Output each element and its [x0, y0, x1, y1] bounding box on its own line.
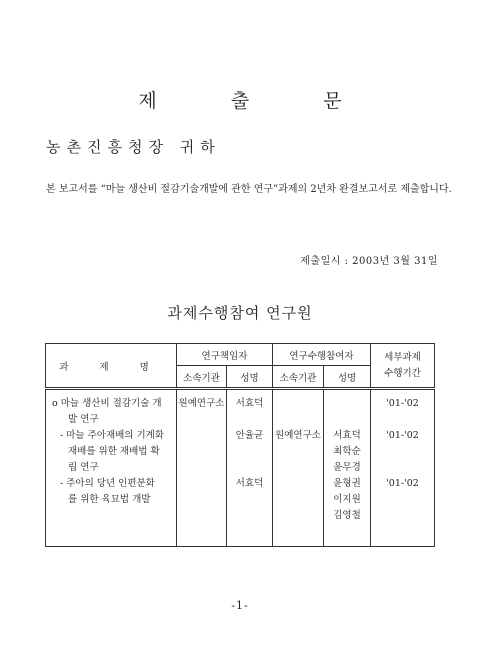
participant-affiliation	[273, 412, 323, 428]
period	[371, 444, 434, 460]
participant-name	[324, 396, 370, 412]
participant-affiliation-cell	[273, 389, 324, 547]
task-line: - 주아의 당년 인편분화	[60, 478, 155, 489]
lead-name: 서효덕	[235, 478, 264, 489]
participant-affiliation	[273, 396, 323, 412]
period	[371, 460, 434, 476]
lead-name	[227, 412, 272, 428]
participant-name: 윤형권	[333, 478, 361, 489]
lead-name	[227, 444, 272, 460]
lead-affiliation: 원예연구소	[178, 398, 225, 409]
header-participants: 연구수행참여자	[273, 344, 371, 366]
period-cell	[371, 389, 435, 547]
lead-affiliation-cell	[177, 389, 227, 547]
header-detail-period	[371, 344, 435, 389]
task-line: 를 위한 육묘법 개발	[68, 494, 151, 505]
header-detail-period-line1: 세부과제	[384, 351, 421, 363]
task-line: o 마늘 생산비 절감기술 개	[52, 398, 162, 409]
header-lead-researcher: 연구책임자	[177, 344, 273, 366]
task-cell	[46, 389, 177, 547]
participant-name-cell	[324, 389, 371, 547]
period	[371, 412, 434, 428]
header-task: 과 제 명	[46, 344, 177, 389]
addressee: 농촌진흥청장 귀하	[46, 138, 221, 156]
page-number: -1-	[231, 599, 249, 612]
task-line: - 마늘 주아재배의 기계화	[60, 430, 165, 441]
participant-name: 김영철	[333, 510, 361, 521]
header-affiliation: 소속기관	[177, 366, 227, 389]
period: '01-'02	[386, 430, 419, 441]
participant-affiliation: 원예연구소	[275, 430, 321, 441]
participant-name: 이지원	[333, 494, 361, 505]
participant-name	[324, 412, 370, 428]
task-line: 발 연구	[68, 414, 99, 425]
section-title: 과제수행참여 연구원	[167, 304, 313, 322]
header-name: 성명	[227, 366, 273, 389]
period: '01-'02	[386, 398, 419, 409]
period: '01-'02	[386, 478, 419, 489]
participant-name: 윤무경	[333, 462, 361, 473]
task-line: 립 연구	[68, 462, 99, 473]
submission-statement: 본 보고서를 “마늘 생산비 절감기술개발에 관한 연구”과제의 2년차 완결보고서로 제출합니다.	[46, 184, 452, 195]
page-title: 제 출 문	[138, 90, 376, 112]
lead-name: 서효덕	[235, 398, 264, 409]
participant-name: 서효덕	[333, 430, 361, 441]
header-affiliation-2: 소속기관	[273, 366, 324, 389]
lead-name-cell	[227, 389, 273, 547]
header-detail-period-line2: 수행기간	[384, 367, 421, 379]
header-name-2: 성명	[324, 366, 371, 389]
participant-name: 최학순	[333, 446, 361, 457]
submission-date: 제출일시 : 2003년 3월 31일	[300, 256, 438, 267]
lead-name: 안율균	[235, 430, 264, 441]
task-line: 재배를 위한 재배법 확	[68, 446, 160, 457]
lead-name	[227, 460, 272, 476]
researcher-table	[45, 343, 435, 547]
